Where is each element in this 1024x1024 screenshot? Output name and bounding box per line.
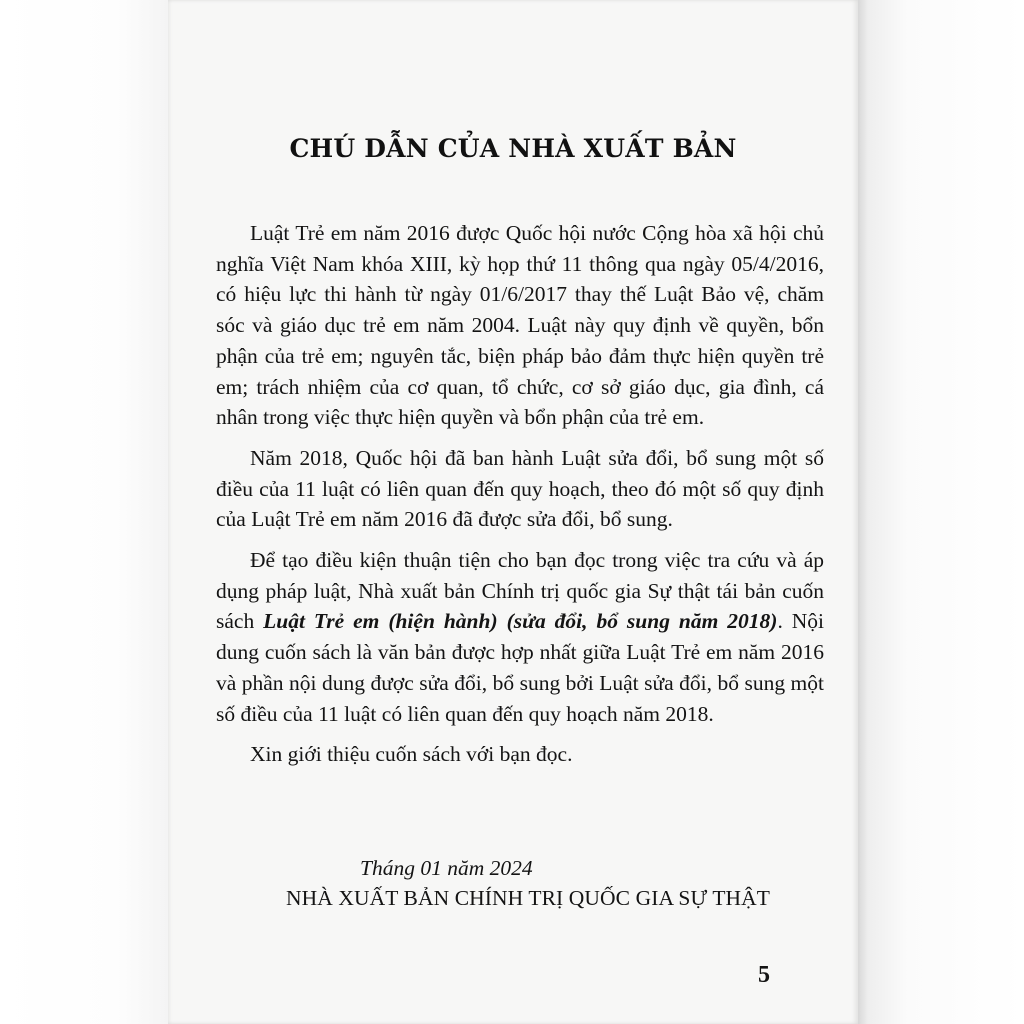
paragraph-3-rest: . Nội dung cuốn sách là văn bản được hợp nhất giữa Luật Trẻ em năm 2016 và phần nội dung được sửa đổi, bổ sung bởi Luật sửa đổi, bổ sung một số điều của 11 luật có liên quan đến quy hoạch năm 2018. [216, 609, 825, 726]
paragraph-4: Xin giới thiệu cuốn sách với bạn đọc. [250, 742, 573, 767]
paragraph-3 [216, 545, 824, 729]
paragraph-3-intro: Để tạo điều kiện thuận tiện cho bạn đọc trong việc tra cứu và áp dụng pháp luật, Nhà xuất bản Chính trị quốc gia Sự thật tái bản cuốn sách [216, 548, 824, 634]
background-left [0, 0, 168, 1024]
page-body [216, 218, 824, 770]
signature-publisher: NHÀ XUẤT BẢN CHÍNH TRỊ QUỐC GIA SỰ THẬT [286, 886, 771, 910]
page-number: 5 [758, 962, 770, 988]
paragraph-2: Năm 2018, Quốc hội đã ban hành Luật sửa đổi, bổ sung một số điều của 11 luật có liên quan đến quy hoạch, theo đó một số quy định của Luật Trẻ em năm 2016 đã được sửa đổi, bổ sung. [216, 445, 824, 532]
book-title: Luật Trẻ em (hiện hành) (sửa đổi, bổ sung năm 2018) [263, 609, 778, 634]
paragraph-1: Luật Trẻ em năm 2016 được Quốc hội nước Cộng hòa xã hội chủ nghĩa Việt Nam khóa XIII, kỳ họp thứ 11 thông qua ngày 05/4/2016, có hiệu lực thi hành từ ngày 01/6/2017 thay thế Luật Bảo vệ, chăm sóc và giáo dục trẻ em năm 2004. Luật này quy định về quyền, bổn phận của trẻ em; nguyên tắc, biện pháp bảo đảm thực hiện quyền trẻ em; trách nhiệm của cơ quan, tổ chức, cơ sở giáo dục, gia đình, cá nhân trong việc thực hiện quyền và bổn phận của trẻ em. [216, 221, 824, 430]
page-title: CHÚ DẪN CỦA NHÀ XUẤT BẢN [289, 134, 737, 163]
book-page [168, 0, 858, 1024]
background-right [858, 0, 1024, 1024]
signature-date: Tháng 01 năm 2024 [360, 856, 533, 880]
